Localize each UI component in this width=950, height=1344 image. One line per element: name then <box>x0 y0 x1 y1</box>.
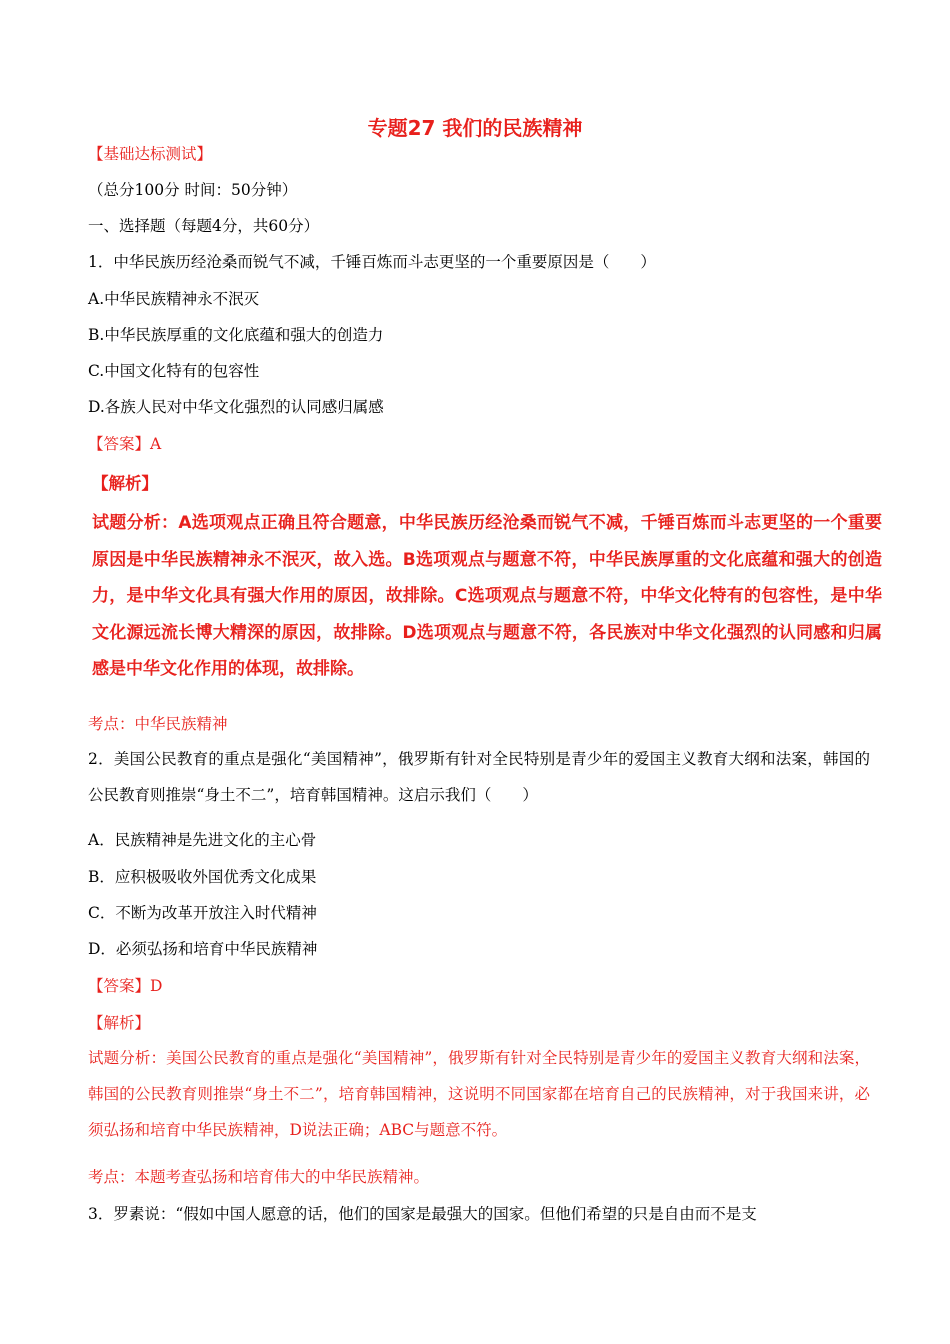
question-1-answer: 【答案】A <box>88 435 162 453</box>
question-1-analysis-label: 【解析】 <box>92 474 158 493</box>
question-2-option-c: C．不断为改革开放注入时代精神 <box>88 904 317 922</box>
question-1-analysis: 试题分析：A选项观点正确且符合题意，中华民族历经沧桑而锐气不减，千锤百炼而斗志更坚的一个重要原因是中华民族精神永不泯灭，故入选。B选项观点与题意不符，中华民族厚重的文化底蕴和强大的创造力，是中华文化具有强大作用的原因，故排除。C选项观点与题意不符，中华文化特有的包容性，是中华文化源远流长博大精深的原因，故排除。D选项观点与题意不符，各民族对中华文化强烈的认同感和归属感是中华文化作用的体现，故排除。 <box>92 513 882 679</box>
question-1-option-c: C.中国文化特有的包容性 <box>88 362 260 380</box>
exam-meta: （总分100分 时间：50分钟） <box>88 181 298 199</box>
section-label: 【基础达标测试】 <box>88 145 213 163</box>
question-1-option-d: D.各族人民对中华文化强烈的认同感归属感 <box>88 398 384 416</box>
question-2-stem: 2．美国公民教育的重点是强化“美国精神”，俄罗斯有针对全民特别是青少年的爱国主义教育大纲和法案，韩国的公民教育则推崇“身土不二”，培育韩国精神。这启示我们（ ） <box>88 750 870 804</box>
question-2-option-a: A．民族精神是先进文化的主心骨 <box>88 831 317 849</box>
question-2-option-d: D．必须弘扬和培育中华民族精神 <box>88 940 318 958</box>
question-1-option-b: B.中华民族厚重的文化底蕴和强大的创造力 <box>88 326 384 344</box>
page-title: 专题27 我们的民族精神 <box>367 116 583 140</box>
question-2-option-b: B．应积极吸收外国优秀文化成果 <box>88 868 317 886</box>
question-1-option-a: A.中华民族精神永不泯灭 <box>88 290 260 308</box>
question-3-stem: 3．罗素说：“假如中国人愿意的话，他们的国家是最强大的国家。但他们希望的只是自由而不是支 <box>88 1205 757 1223</box>
question-2-analysis-label: 【解析】 <box>88 1014 151 1032</box>
question-2-answer: 【答案】D <box>88 977 163 995</box>
part-heading: 一、选择题（每题4分，共60分） <box>88 217 320 235</box>
question-2-point: 考点：本题考查弘扬和培育伟大的中华民族精神。 <box>88 1168 430 1186</box>
question-1-stem: 1．中华民族历经沧桑而锐气不减，千锤百炼而斗志更坚的一个重要原因是（ ） <box>88 253 656 271</box>
question-1-point: 考点：中华民族精神 <box>88 715 228 733</box>
question-2-analysis: 试题分析：美国公民教育的重点是强化“美国精神”，俄罗斯有针对全民特别是青少年的爱国主义教育大纲和法案，韩国的公民教育则推崇“身土不二”，培育韩国精神，这说明不同国家都在培育自己的民族精神，对于我国来讲，必须弘扬和培育中华民族精神，D说法正确；ABC与题意不符。 <box>88 1049 870 1139</box>
